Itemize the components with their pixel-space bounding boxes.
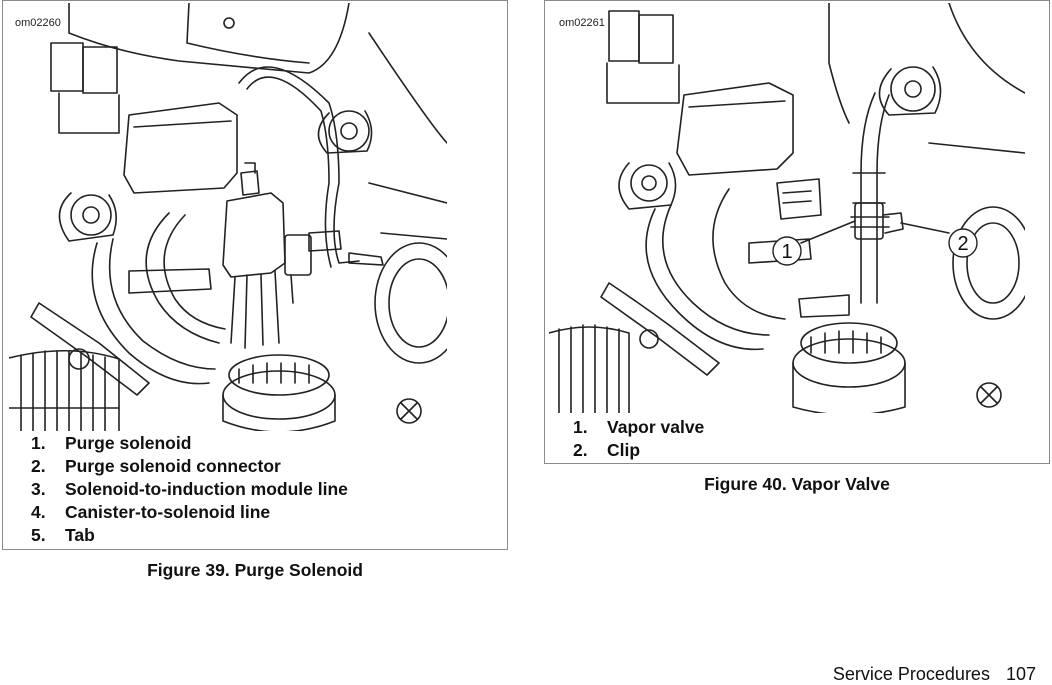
figure-39-legend (31, 432, 348, 547)
page-number: 107 (1005, 664, 1036, 684)
figure-code: om02260 (15, 17, 61, 29)
purge-solenoid-illustration (9, 3, 447, 431)
legend-item: 2. Purge solenoid connector (31, 456, 281, 476)
legend-item: 4. Canister-to-solenoid line (31, 502, 271, 522)
legend-item: 2. Clip (573, 440, 641, 460)
legend-item: 3. Solenoid-to-induction module line (31, 479, 348, 499)
vapor-valve-illustration (549, 3, 1025, 413)
legend-item: 5. Tab (31, 525, 95, 545)
callout-1: 1 (781, 241, 793, 263)
figure-40-box (544, 0, 1050, 464)
figure-39-box (2, 0, 508, 550)
callout-2: 2 (957, 233, 969, 255)
legend-item: 1. Purge solenoid (31, 433, 192, 453)
footer-section: Service Procedures (832, 664, 990, 684)
legend-item: 1. Vapor valve (573, 417, 705, 437)
page-footer (833, 664, 1036, 685)
figure-40-caption: Figure 40. Vapor Valve (704, 474, 890, 494)
figure-40-legend (573, 416, 704, 462)
figure-39-caption: Figure 39. Purge Solenoid (147, 560, 363, 580)
figure-code: om02261 (559, 17, 605, 29)
